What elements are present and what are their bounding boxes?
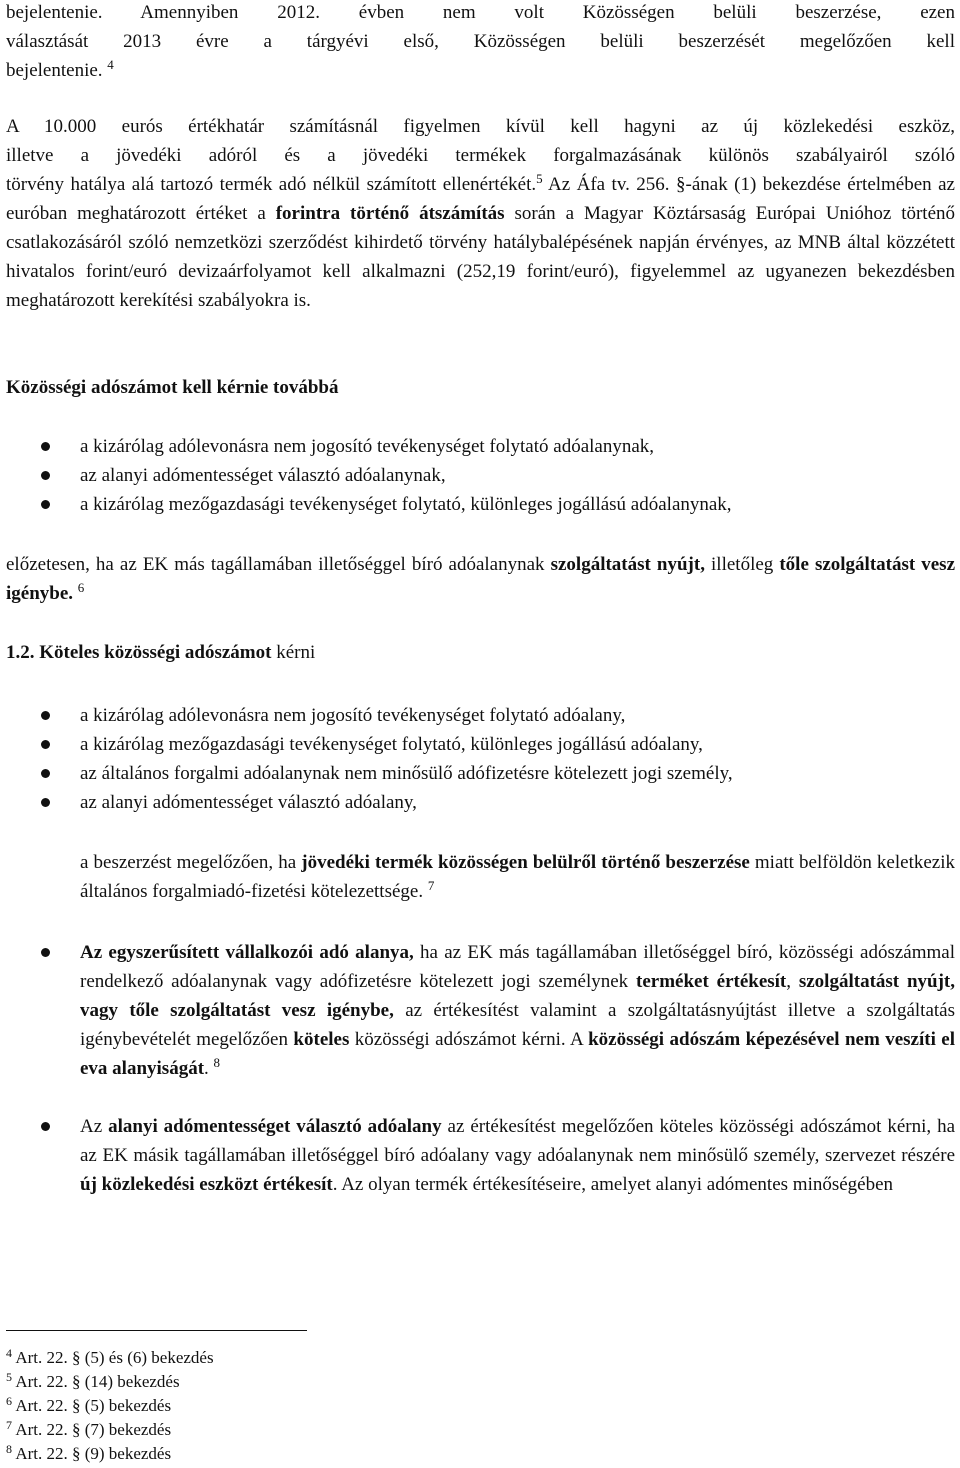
bold-run: alanyi adómentességet választó adóalany xyxy=(108,1116,442,1137)
text-run: az értékesítést valamint a szolgáltatásnyújtást illetve a szolgáltatás igénybevételét megelőzően xyxy=(80,1000,956,1050)
list-item: az általános forgalmi adóalanynak nem minősülő adófizetésre kötelezett jogi személy, xyxy=(6,759,955,788)
paragraph-excise xyxy=(80,848,955,906)
text-run: előzetesen, ha az EK más tagállamában illetőséggel bíró adóalanynak xyxy=(6,554,545,575)
text-line: A 10.000 eurós értékhatár számításnál figyelmen kívül kell hagyni az új közlekedési eszköz, xyxy=(6,116,955,137)
bold-run: jövedéki termék közösségen belülről történő beszerzése xyxy=(301,852,750,873)
footnote-divider xyxy=(6,1330,307,1331)
footnote-ref[interactable]: 7 xyxy=(427,878,435,893)
bold-run: forintra xyxy=(275,203,341,224)
bold-run: tőle szolgáltatást vesz igénybe. xyxy=(6,554,956,604)
text-block xyxy=(6,170,955,315)
text-run: illetőleg xyxy=(711,554,774,575)
footnotes xyxy=(6,1346,214,1466)
section-heading: Közösségi adószámot kell kérnie továbbá xyxy=(6,377,339,398)
footnote-number: 8 xyxy=(6,1442,12,1456)
paragraph-threshold xyxy=(6,112,955,315)
text-run: törvény hatálya alá tartozó termék adó nélkül számított ellenértékét. xyxy=(6,174,537,195)
footnote xyxy=(6,1418,214,1442)
footnote-number: 4 xyxy=(6,1346,12,1360)
text-run: ha az EK más tagállamában illetőséggel bíró, közösségi adószámmal rendelkező adóalanynak vagy adófizetésre kötelezett jogi személynek xyxy=(80,942,956,992)
list-item: a kizárólag mezőgazdasági tevékenységet folytató, különleges jogállású adóalany, xyxy=(6,730,955,759)
text-run: az értékesítést megelőzően köteles közösségi adószámot kérni, ha az EK másik tagállamában illetőséggel bíró adóalany vagy adóalanynak nem minősülő személy, szervezet részére xyxy=(80,1116,956,1166)
footnote xyxy=(6,1442,214,1466)
list-item: az alanyi adómentességet választó adóalanynak, xyxy=(6,461,955,490)
bold-run: szolgáltatást nyújt, vagy tőle szolgáltatást vesz igénybe, xyxy=(80,971,955,1021)
text-run: kérni xyxy=(276,642,316,663)
list-item: a kizárólag adólevonásra nem jogosító tevékenységet folytató adóalanynak, xyxy=(6,432,955,461)
text-run: miatt belföldön keletkezik általános forgalmiadó-fizetési kötelezettsége. xyxy=(80,852,955,902)
footnote-ref[interactable]: 8 xyxy=(213,1055,221,1070)
footnote-text: Art. 22. § (9) bekezdés xyxy=(15,1444,172,1463)
text-run: . xyxy=(204,1058,209,1079)
text-run: a beszerzést megelőzően, ha xyxy=(80,852,297,873)
footnote xyxy=(6,1370,214,1394)
bullet-list xyxy=(6,701,955,817)
text-line xyxy=(6,56,955,85)
text-run: . Az olyan termék értékesítéseire, amelyet alanyi adómentes minőségében xyxy=(332,1174,894,1195)
footnote xyxy=(6,1346,214,1370)
bold-run: köteles xyxy=(293,1029,350,1050)
bold-run: szolgáltatást nyújt, xyxy=(550,554,705,575)
list-item-eva xyxy=(6,938,955,1083)
footnote-ref[interactable]: 6 xyxy=(77,580,85,595)
bold-run: Az egyszerűsített vállalkozói adó alanya, xyxy=(80,942,414,963)
text-line: választását 2013 évre a tárgyévi első, Közösségen belüli beszerzését megelőzően kell xyxy=(6,31,955,52)
text-run: bejelentenie. xyxy=(6,60,103,81)
footnote-text: Art. 22. § (7) bekezdés xyxy=(15,1420,172,1439)
bold-run: közösségi adószám képezésével nem veszíti el eva alanyiságát xyxy=(80,1029,955,1079)
footnote-ref[interactable]: 4 xyxy=(107,57,114,72)
footnote-text: Art. 22. § (14) bekezdés xyxy=(15,1372,180,1391)
paragraph-registration xyxy=(6,0,955,85)
text-run: során a Magyar Köztársaság Európai Unióhoz történő csatlakozásáról szóló nemzetközi szerződést kihirdető törvény hatálybalépésének napján érvényes, az MNB által közzétett hivatalos forint/euró devizaárfolyamot kell alkalmazni (252,19 forint/euró), figyelemmel az ugyanezen bekezdésben meghatározott kerekítési szabályokra is. xyxy=(6,203,956,311)
bold-run: terméket értékesít xyxy=(636,971,787,992)
text-run: , xyxy=(786,971,792,992)
bold-run: 1.2. Köteles közösségi adószámot xyxy=(6,642,272,663)
footnote-ref[interactable]: 5 xyxy=(536,171,543,186)
text-run: közösségi adószámot kérni. A xyxy=(354,1029,583,1050)
footnote-text: Art. 22. § (5) bekezdés xyxy=(15,1396,172,1415)
list-item: a kizárólag adólevonásra nem jogosító tevékenységet folytató adóalany, xyxy=(6,701,955,730)
list-item-exempt xyxy=(6,1112,955,1199)
paragraph-services xyxy=(6,550,955,608)
section-heading xyxy=(6,638,315,667)
text-run: Az xyxy=(80,1116,103,1137)
footnote-number: 7 xyxy=(6,1418,12,1432)
bold-run: új közlekedési eszközt értékesít xyxy=(80,1174,333,1195)
footnote-text: Art. 22. § (5) és (6) bekezdés xyxy=(15,1348,214,1367)
footnote-number: 5 xyxy=(6,1370,12,1384)
footnote-number: 6 xyxy=(6,1394,12,1408)
footnote xyxy=(6,1394,214,1418)
list-item: az alanyi adómentességet választó adóalany, xyxy=(6,788,955,817)
text-line: illetve a jövedéki adóról és a jövedéki termékek forgalmazásának különös szabályairól szóló xyxy=(6,145,955,166)
bold-run: történő átszámítás xyxy=(350,203,505,224)
text-line: bejelentenie. Amennyiben 2012. évben nem volt Közösségen belüli beszerzése, ezen xyxy=(6,2,955,23)
bullet-list xyxy=(6,938,955,1228)
list-item: a kizárólag mezőgazdasági tevékenységet folytató, különleges jogállású adóalanynak, xyxy=(6,490,955,519)
text-run: Az Áfa tv. 256. §-ának (1) bekezdése értelmében az euróban meghatározott értéket a xyxy=(6,174,955,224)
bullet-list xyxy=(6,432,955,519)
